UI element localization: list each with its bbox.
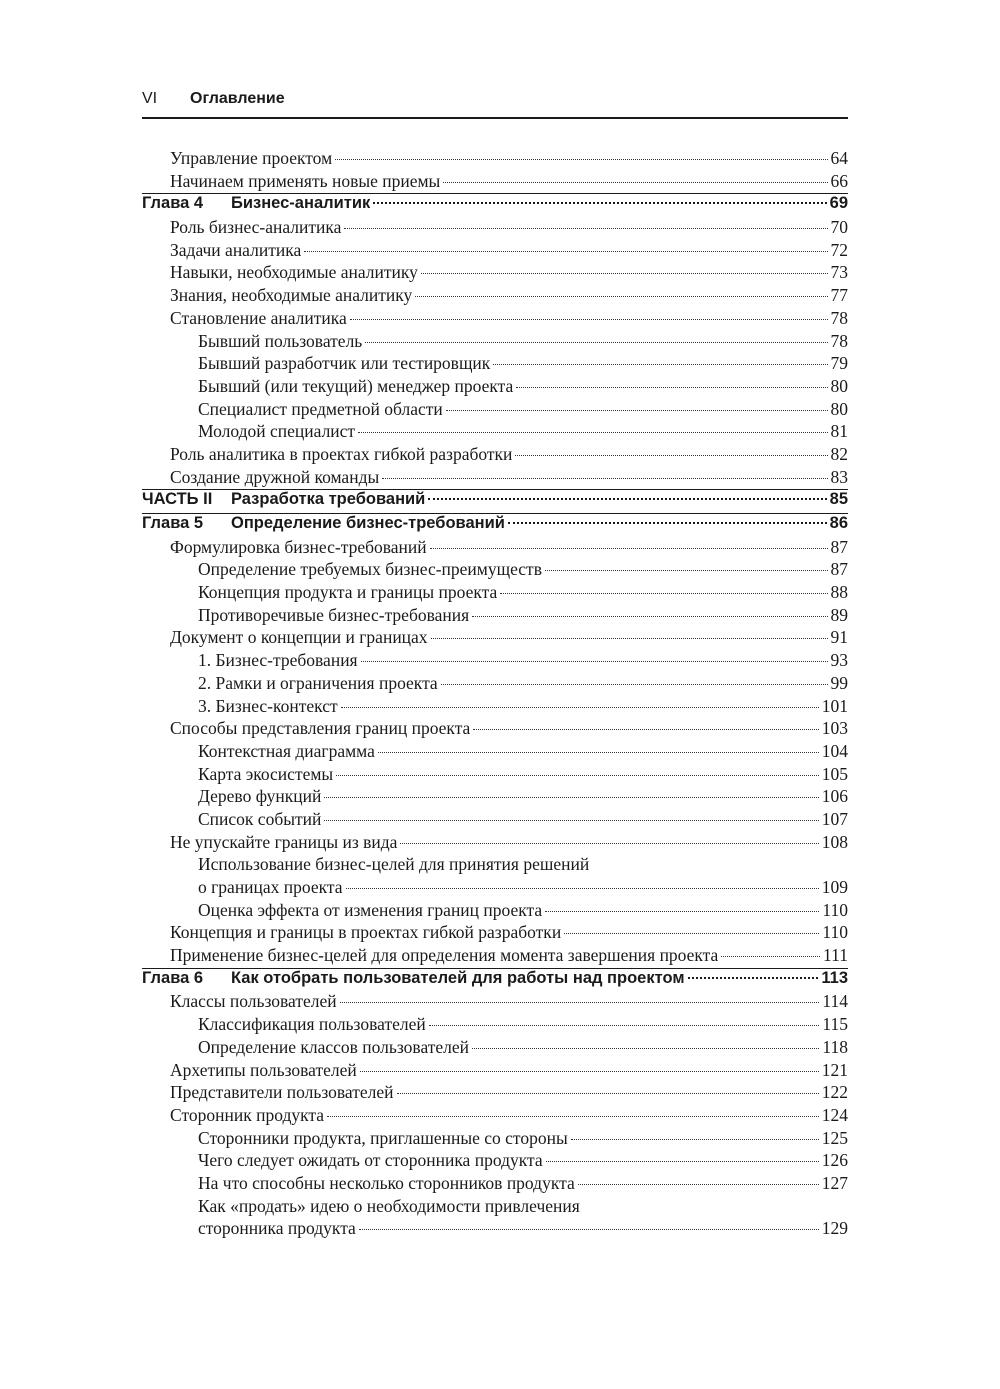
toc-entry-text: Чего следует ожидать от сторонника продукта (198, 1150, 543, 1171)
toc-entry (142, 1150, 848, 1173)
toc-entry (142, 240, 848, 263)
toc-page-number: 79 (830, 353, 848, 374)
dot-leader (441, 684, 828, 685)
toc-heading-prefix: Глава 6 (142, 968, 204, 987)
table-of-contents (142, 148, 848, 1241)
toc-entry (142, 673, 848, 696)
toc-entry-text: Концепция продукта и границы проекта (198, 582, 498, 603)
toc-entry (142, 605, 848, 628)
toc-page-number: 122 (821, 1082, 848, 1103)
toc-page-number: 73 (830, 262, 848, 283)
toc-page-number: 87 (830, 536, 848, 557)
toc-page-number: 111 (823, 945, 848, 966)
toc-entry-text: Знания, необходимые аналитику (170, 285, 413, 306)
toc-entry (142, 809, 848, 832)
toc-entry (142, 537, 848, 560)
toc-entry (142, 900, 848, 923)
toc-page-number: 72 (830, 239, 848, 260)
toc-page-number: 81 (830, 421, 848, 442)
toc-heading (142, 489, 848, 513)
toc-page-number: 77 (830, 285, 848, 306)
dot-leader (515, 455, 827, 456)
toc-entry-text: Классы пользователей (170, 991, 337, 1012)
toc-page-number: 113 (821, 968, 848, 987)
page-number: VI (142, 90, 158, 107)
toc-entry (142, 1014, 848, 1037)
toc-entry-text: Противоречивые бизнес-требования (198, 604, 470, 625)
toc-entry-text: Оценка эффекта от изменения границ проекта (198, 899, 543, 920)
toc-page-number: 129 (821, 1218, 848, 1239)
dot-leader (429, 1025, 820, 1026)
toc-page-number: 108 (821, 831, 848, 852)
toc-entry (142, 308, 848, 331)
dot-leader (340, 1002, 820, 1003)
toc-entry (142, 922, 848, 945)
toc-entry-text: Архетипы пользователей (170, 1059, 357, 1080)
toc-page-number: 125 (821, 1127, 848, 1148)
toc-heading (142, 968, 848, 992)
dot-leader (324, 820, 818, 821)
dot-leader (472, 616, 827, 617)
toc-entry-text: Бывший пользователь (198, 330, 363, 351)
toc-heading-prefix: Глава 5 (142, 514, 204, 532)
toc-heading-label (142, 514, 505, 533)
toc-entry (142, 945, 848, 968)
toc-page-number: 87 (830, 559, 848, 580)
toc-entry (142, 376, 848, 399)
toc-heading (142, 193, 848, 217)
dot-leader (443, 182, 827, 183)
toc-page-number: 115 (822, 1014, 848, 1035)
toc-page-number: 82 (830, 443, 848, 464)
dot-leader (430, 548, 828, 549)
dot-leader (508, 522, 827, 524)
toc-page-number: 91 (830, 627, 848, 648)
dot-leader (578, 1184, 819, 1185)
toc-page-number: 70 (830, 217, 848, 238)
dot-leader (344, 228, 827, 229)
dot-leader (341, 707, 819, 708)
toc-page-number: 110 (822, 922, 848, 943)
toc-entry (142, 877, 848, 900)
dot-leader (431, 638, 828, 639)
toc-entry (142, 854, 848, 877)
toc-entry (142, 718, 848, 741)
toc-entry-text: Роль аналитика в проектах гибкой разработки (170, 443, 513, 464)
toc-entry (142, 421, 848, 444)
dot-leader (516, 387, 827, 388)
toc-page-number: 107 (821, 808, 848, 829)
toc-page-number: 93 (830, 650, 848, 671)
toc-entry-text: Дерево функций (198, 786, 322, 807)
toc-heading-text: Как отобрать пользователей для работы над проектом (231, 968, 685, 987)
toc-entry-text: о границах проекта (198, 877, 343, 897)
toc-page-number: 118 (822, 1036, 848, 1057)
page-title: Оглавление (190, 90, 285, 107)
toc-entry-text: Управление проектом (170, 148, 333, 168)
toc-entry (142, 786, 848, 809)
dot-leader (378, 752, 819, 753)
toc-entry-text: Классификация пользователей (198, 1014, 426, 1035)
toc-entry (142, 650, 848, 673)
dot-leader (382, 478, 827, 479)
dot-leader (346, 888, 819, 889)
dot-leader (336, 775, 819, 776)
dot-leader (493, 364, 827, 365)
toc-page-number: 121 (821, 1059, 848, 1080)
dot-leader (415, 296, 827, 297)
toc-entry-text: Формулировка бизнес-требований (170, 536, 427, 557)
toc-entry (142, 1105, 848, 1128)
toc-page-number: 99 (830, 672, 848, 693)
toc-entry (142, 741, 848, 764)
toc-entry (142, 285, 848, 308)
toc-heading-label (142, 969, 685, 988)
dot-leader (335, 159, 827, 160)
toc-entry-text: Не упускайте границы из вида (170, 831, 398, 852)
toc-entry-text: Концепция и границы в проектах гибкой разработки (170, 922, 562, 943)
toc-page-number: 80 (830, 398, 848, 419)
dot-leader (304, 251, 827, 252)
dot-leader (721, 956, 820, 957)
dot-leader (360, 1071, 819, 1072)
toc-entry-text: Определение классов пользователей (198, 1036, 470, 1057)
toc-entry-text: Определение требуемых бизнес-преимуществ (198, 559, 542, 580)
dot-leader (446, 410, 828, 411)
toc-entry-text: Контекстная диаграмма (198, 740, 375, 761)
toc-entry (142, 764, 848, 787)
dot-leader (359, 1229, 819, 1230)
toc-entry-text: 3. Бизнес-контекст (198, 695, 338, 716)
toc-entry-text: Начинаем применять новые приемы (170, 170, 441, 191)
toc-page-number: 89 (830, 604, 848, 625)
toc-entry (142, 1218, 848, 1241)
toc-entry-text: 1. Бизнес-требования (198, 650, 358, 671)
toc-entry-text: Специалист предметной области (198, 398, 443, 419)
toc-entry (142, 696, 848, 719)
toc-page-number: 110 (822, 899, 848, 920)
toc-page-number: 78 (830, 330, 848, 351)
toc-page-number: 88 (830, 582, 848, 603)
toc-heading-text: Бизнес-аналитик (231, 194, 371, 213)
toc-heading-text: Определение бизнес-требований (231, 514, 505, 532)
toc-entry-text: Навыки, необходимые аналитику (170, 262, 418, 283)
toc-entry (142, 582, 848, 605)
dot-leader (400, 843, 818, 844)
toc-entry-text: Использование бизнес-целей для принятия решений (198, 854, 590, 875)
dot-leader (365, 342, 827, 343)
toc-entry (142, 353, 848, 376)
toc-entry-text: Документ о концепции и границах (170, 627, 428, 648)
dot-leader (472, 1048, 819, 1049)
toc-page-number: 101 (821, 695, 848, 716)
toc-entry-text: Сторонник продукта (170, 1104, 324, 1125)
toc-entry (142, 1037, 848, 1060)
running-header (142, 88, 848, 114)
toc-entry (142, 1196, 848, 1219)
toc-page-number: 124 (821, 1104, 848, 1125)
toc-entry-text: Задачи аналитика (170, 239, 302, 260)
toc-entry (142, 627, 848, 650)
toc-heading-prefix: ЧАСТЬ II (142, 490, 213, 509)
toc-page-number: 127 (821, 1172, 848, 1193)
toc-entry (142, 262, 848, 285)
dot-leader (545, 570, 828, 571)
toc-entry (142, 171, 848, 194)
toc-page-number: 105 (821, 763, 848, 784)
toc-entry-text: Способы представления границ проекта (170, 718, 471, 739)
toc-entry-text: Бывший (или текущий) менеджер проекта (198, 375, 514, 396)
toc-entry-text: Бывший разработчик или тестировщик (198, 353, 491, 374)
toc-entry-text: Представители пользователей (170, 1082, 394, 1103)
toc-entry (142, 148, 848, 171)
toc-entry (142, 331, 848, 354)
toc-page-number: 64 (830, 148, 848, 168)
toc-entry (142, 1173, 848, 1196)
toc-entry (142, 559, 848, 582)
dot-leader (428, 498, 826, 500)
dot-leader (688, 977, 819, 979)
toc-entry-text: сторонника продукта (198, 1218, 356, 1239)
toc-page-number: 109 (821, 877, 848, 897)
dot-leader (324, 797, 818, 798)
dot-leader (327, 1116, 819, 1117)
toc-entry (142, 217, 848, 240)
dot-leader (421, 273, 828, 274)
toc-entry (142, 1060, 848, 1083)
dot-leader (473, 729, 818, 730)
toc-entry-text: Применение бизнес-целей для определения момента завершения проекта (170, 945, 719, 966)
toc-page-number: 114 (822, 991, 848, 1012)
dot-leader (571, 1139, 819, 1140)
toc-entry-text: Карта экосистемы (198, 763, 334, 784)
toc-heading-label (142, 490, 425, 509)
toc-heading-label (142, 194, 370, 213)
dot-leader (397, 1093, 819, 1094)
toc-page-number: 83 (830, 466, 848, 487)
toc-entry-text: Роль бизнес-аналитика (170, 217, 342, 238)
toc-heading (142, 513, 848, 537)
toc-page-number: 103 (821, 718, 848, 739)
toc-page-number: 78 (830, 307, 848, 328)
toc-entry (142, 991, 848, 1014)
toc-page-number: 104 (821, 740, 848, 761)
toc-entry (142, 444, 848, 467)
toc-page-number: 106 (821, 786, 848, 807)
toc-heading-text: Разработка требований (231, 490, 426, 509)
toc-entry (142, 467, 848, 490)
toc-entry-text: Молодой специалист (198, 421, 356, 442)
toc-entry (142, 832, 848, 855)
dot-leader (373, 202, 826, 204)
toc-page-number: 80 (830, 375, 848, 396)
dot-leader (361, 661, 828, 662)
toc-page-number: 66 (830, 170, 848, 191)
toc-entry-text: Становление аналитика (170, 307, 347, 328)
toc-page-number: 86 (829, 514, 848, 532)
dot-leader (546, 1161, 819, 1162)
dot-leader (500, 593, 827, 594)
toc-page-number: 85 (829, 490, 848, 509)
header-rule (142, 117, 848, 119)
toc-page-number: 126 (821, 1150, 848, 1171)
dot-leader (564, 933, 819, 934)
toc-heading-prefix: Глава 4 (142, 194, 204, 213)
toc-entry-text: Создание дружной команды (170, 466, 380, 487)
dot-leader (545, 911, 819, 912)
toc-entry-text: Сторонники продукта, приглашенные со стороны (198, 1127, 568, 1148)
toc-entry-text: Как «продать» идею о необходимости привлечения (198, 1195, 580, 1216)
dot-leader (350, 319, 828, 320)
toc-entry-text: На что способны несколько сторонников продукта (198, 1172, 575, 1193)
toc-entry (142, 1082, 848, 1105)
toc-entry (142, 399, 848, 422)
dot-leader (358, 432, 827, 433)
toc-entry-text: 2. Рамки и ограничения проекта (198, 672, 438, 693)
toc-entry-text: Список событий (198, 808, 322, 829)
toc-page-number: 69 (829, 194, 848, 213)
toc-entry (142, 1128, 848, 1151)
